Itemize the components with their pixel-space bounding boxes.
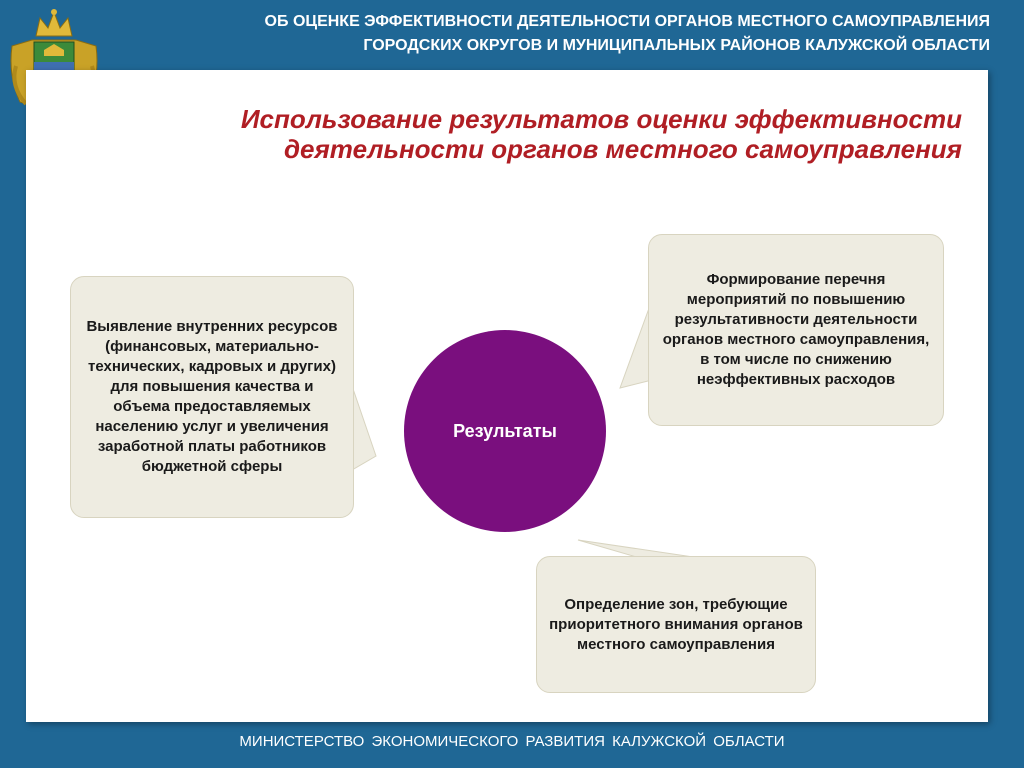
result-box-measures-list: Формирование перечня мероприятий по повышению результативности деятельности органов местного самоуправления, в том числе по снижению неэффективных расходов [648, 234, 944, 426]
footer-ministry: МИНИСТЕРСТВО ЭКОНОМИЧЕСКОГО РАЗВИТИЯ КАЛУЖСКОЙ ОБЛАСТИ [239, 733, 785, 750]
slide-title-line1: Использование результатов оценки эффективности [240, 104, 962, 134]
header-title-line2: ГОРОДСКИХ ОКРУГОВ И МУНИЦИПАЛЬНЫХ РАЙОНОВ КАЛУЖСКОЙ ОБЛАСТИ [363, 37, 990, 54]
result-box-internal-resources: Выявление внутренних ресурсов (финансовых, материально-технических, кадровых и других) для повышения качества и объема предоставляемых населению услуг и увеличения заработной платы работников бюджетной сферы [70, 276, 354, 518]
center-results-label: Результаты [453, 420, 557, 441]
header-title-line1: ОБ ОЦЕНКЕ ЭФФЕКТИВНОСТИ ДЕЯТЕЛЬНОСТИ ОРГАНОВ МЕСТНОГО САМОУПРАВЛЕНИЯ [264, 13, 990, 30]
slide-title-line2: деятельности органов местного самоуправления [283, 134, 962, 164]
center-results-circle [404, 330, 606, 532]
result-box-priority-zones: Определение зон, требующие приоритетного внимания органов местного самоуправления [536, 556, 816, 693]
